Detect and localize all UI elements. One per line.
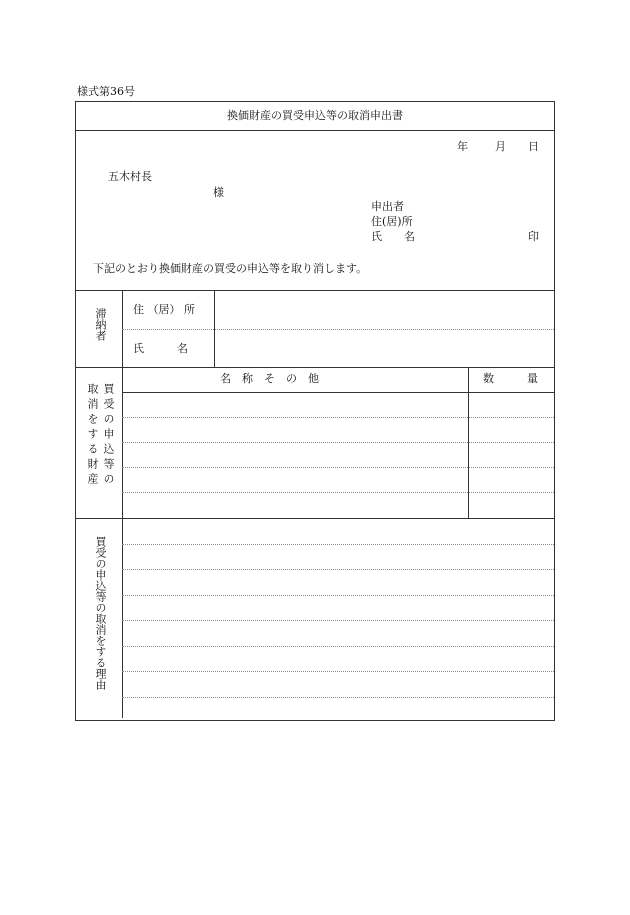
reason-row-divider-2 — [122, 569, 554, 570]
seal-mark: 印 — [528, 230, 539, 243]
reason-row-divider-4 — [122, 620, 554, 621]
property-row-divider-3 — [122, 467, 554, 468]
delinquent-name-label: 氏 名 — [133, 342, 188, 355]
property-header-divider — [122, 392, 554, 393]
delinquent-label: 滞納者 — [94, 308, 107, 341]
addressee-honorific: 様 — [213, 186, 224, 199]
section-divider-reason — [76, 518, 554, 519]
property-name-header: 名 称 そ の 他 — [220, 372, 319, 385]
title-divider — [76, 130, 554, 131]
reason-label: 買受の申込等の取消をする理由 — [94, 536, 107, 690]
delinquent-row-divider — [122, 329, 554, 330]
reason-row-divider-1 — [122, 544, 554, 545]
reason-row-divider-3 — [122, 595, 554, 596]
reason-row-divider-5 — [122, 646, 554, 647]
reason-row-divider-7 — [122, 697, 554, 698]
delinquent-address-label: 住 （居） 所 — [133, 303, 195, 316]
date-day-label: 日 — [528, 140, 539, 153]
header-divider — [76, 290, 554, 291]
form-number: 様式第36号 — [77, 85, 135, 98]
property-row-divider-4 — [122, 492, 554, 493]
applicant-name-label: 氏 名 — [371, 230, 415, 243]
property-label-col1: 買受の申込等の — [102, 383, 115, 488]
property-label-col2: 取消をする財産 — [86, 383, 99, 488]
statement-text: 下記のとおり換価財産の買受の申込等を取り消します。 — [93, 262, 368, 275]
property-quantity-header: 数 量 — [483, 372, 538, 385]
section-divider-property — [76, 367, 554, 368]
reason-row-divider-6 — [122, 671, 554, 672]
date-year-label: 年 — [457, 140, 468, 153]
applicant-address-label: 住(居)所 — [371, 215, 413, 228]
property-row-divider-1 — [122, 417, 554, 418]
date-month-label: 月 — [495, 140, 506, 153]
application-form — [75, 101, 555, 721]
property-row-divider-2 — [122, 442, 554, 443]
addressee-name: 五木村長 — [108, 170, 152, 183]
form-title: 換価財産の買受申込等の取消申出書 — [227, 109, 403, 122]
label-column-divider — [122, 290, 123, 718]
applicant-heading: 申出者 — [371, 200, 404, 213]
